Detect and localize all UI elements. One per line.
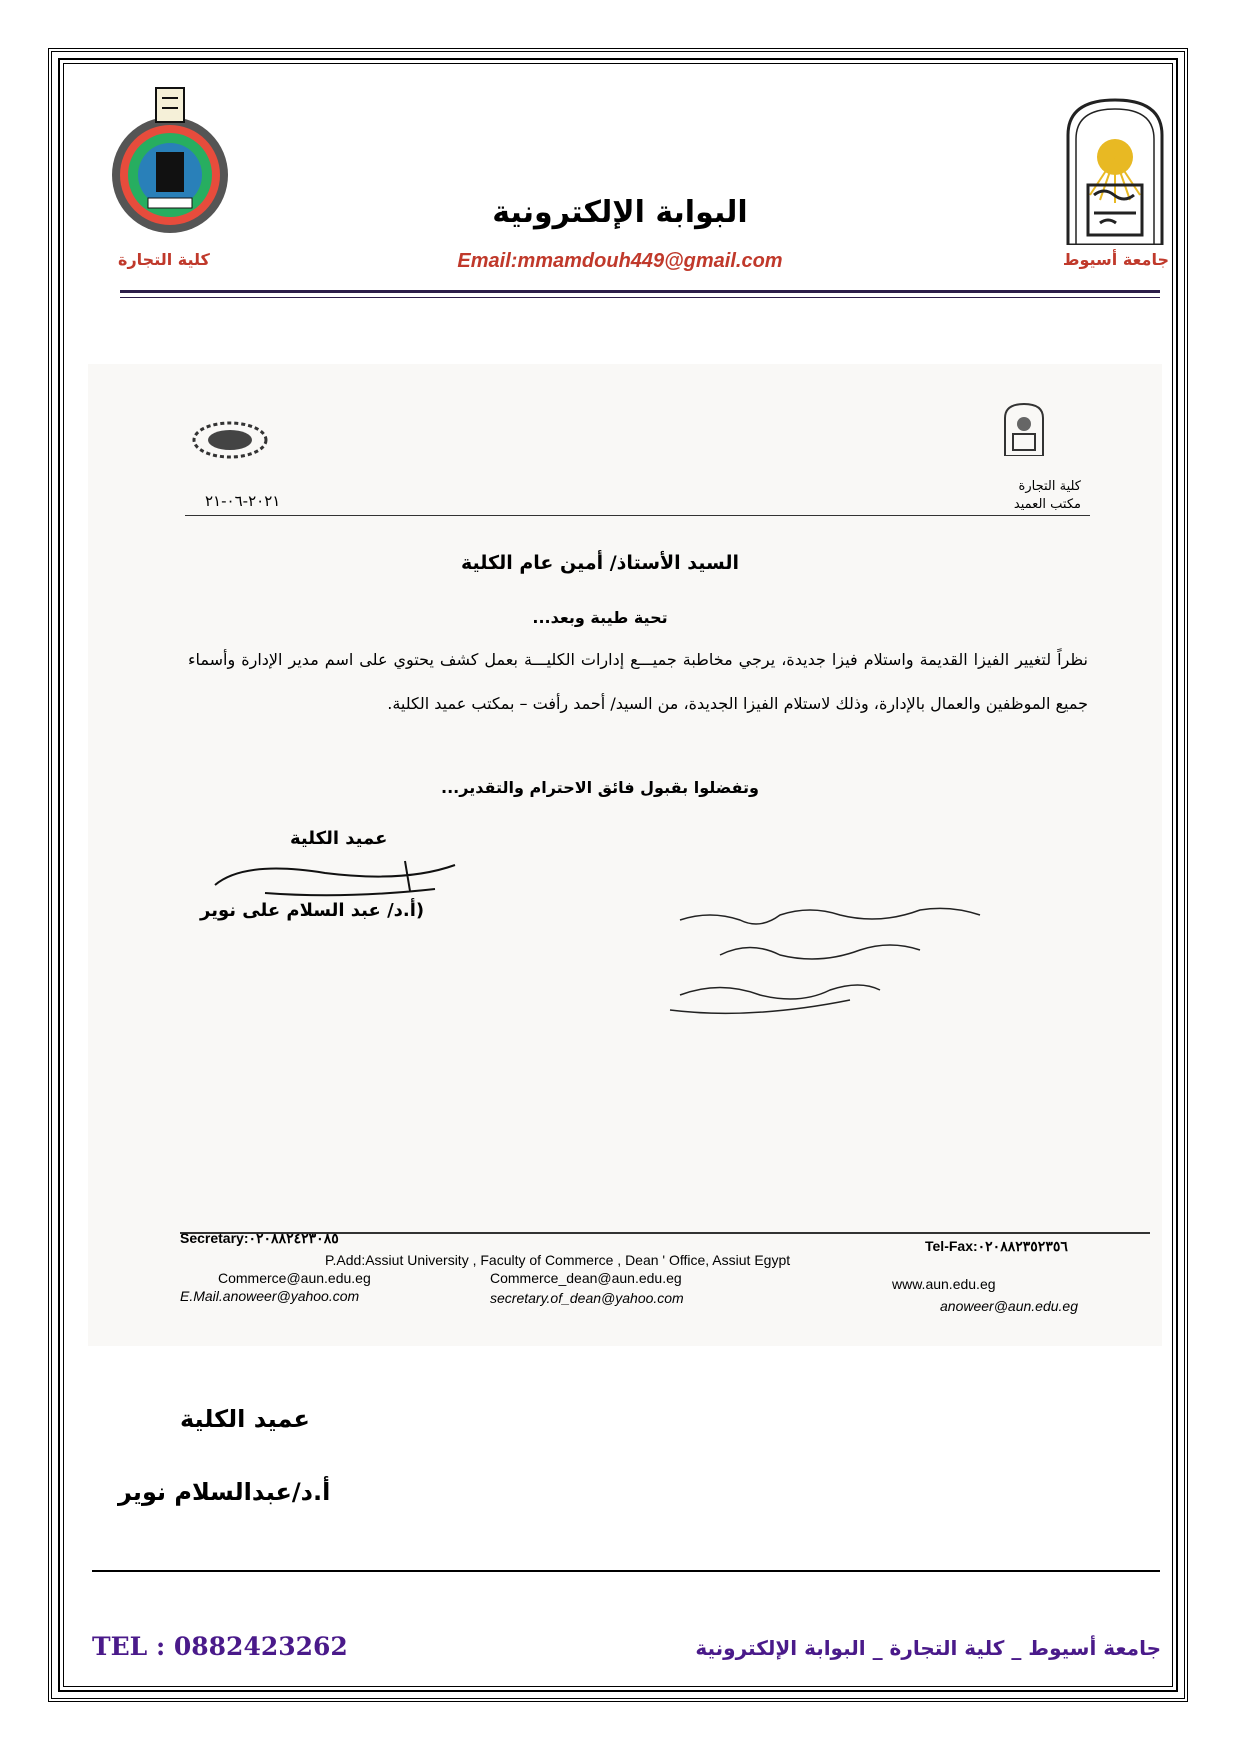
dean-signature bbox=[205, 855, 475, 900]
letter-email-aun: anoweer@aun.edu.eg bbox=[940, 1298, 1078, 1314]
footer-tagline: جامعة أسيوط _ كلية التجارة _ البوابة الإلكترونية bbox=[695, 1636, 1161, 1660]
letter-email-dean: Commerce_dean@aun.edu.eg bbox=[490, 1270, 682, 1286]
header-rule-thin bbox=[120, 297, 1160, 298]
letter-secretary: Secretary:٠٢٠٨٨٢٤٢٣٠٨٥ bbox=[180, 1230, 339, 1246]
header-rule bbox=[120, 290, 1160, 293]
assiut-university-logo bbox=[1060, 95, 1170, 245]
letter-greeting: تحية طيبة وبعد... bbox=[532, 608, 668, 627]
letter-salutation: السيد الأستاذ/ أمين عام الكلية bbox=[461, 552, 739, 574]
letter-telfax: Tel-Fax:٠٢٠٨٨٢٣٥٢٣٥٦ bbox=[925, 1238, 1068, 1254]
letter-faculty: كلية التجارة bbox=[1018, 479, 1081, 494]
letter-faculty-office bbox=[1014, 478, 1081, 514]
commerce-seal-icon bbox=[190, 420, 270, 460]
university-seal-icon bbox=[1002, 402, 1046, 456]
letter-closing: وتفضلوا بقبول فائق الاحترام والتقدير... bbox=[441, 778, 759, 797]
university-name: جامعة أسيوط bbox=[1062, 250, 1169, 269]
letter-address: P.Add:Assiut University , Faculty of Commerce , Dean ' Office, Assiut Egypt bbox=[325, 1252, 791, 1268]
dean-title: عميد الكلية bbox=[180, 1405, 310, 1433]
footer-rule bbox=[92, 1570, 1160, 1572]
footer-telephone: TEL : 0882423262 bbox=[92, 1632, 348, 1661]
handwritten-note bbox=[660, 900, 1060, 1020]
letter-date: ٢٠٢١-٠٦-٢١ bbox=[205, 492, 281, 510]
letter-header-rule bbox=[185, 515, 1090, 516]
letter-email-commerce: Commerce@aun.edu.eg bbox=[218, 1270, 371, 1286]
portal-email: Email:mmamdouh449@gmail.com bbox=[457, 250, 783, 272]
dean-name: أ.د/عبدالسلام نوير bbox=[118, 1478, 331, 1506]
letter-email-yahoo: E.Mail.anoweer@yahoo.com bbox=[180, 1288, 360, 1304]
faculty-name: كلية التجارة bbox=[118, 250, 210, 269]
letter-email-secretary: secretary.of_dean@yahoo.com bbox=[490, 1290, 684, 1306]
letter-office: مكتب العميد bbox=[1013, 497, 1081, 512]
letter-dean-name: (أ.د/ عبد السلام على نوير bbox=[200, 900, 425, 921]
portal-title: البوابة الإلكترونية bbox=[492, 195, 748, 230]
letter-body: نظراً لتغيير الفيزا القديمة واستلام فيزا جديدة، يرجي مخاطبة جميـــع إدارات الكليـــة بعمل كشف يحتوي على اسم مدير الإدارة وأسماء جميع الموظفين والعمال بالإدارة، وذلك لاستلام الفيزا الجديدة، من السيد/ أحمد رأفت – بمكتب عميد الكلية. bbox=[188, 650, 1088, 713]
letter-website: www.aun.edu.eg bbox=[892, 1276, 996, 1292]
letter-dean-title: عميد الكلية bbox=[290, 828, 388, 849]
faculty-of-commerce-logo bbox=[100, 80, 235, 240]
